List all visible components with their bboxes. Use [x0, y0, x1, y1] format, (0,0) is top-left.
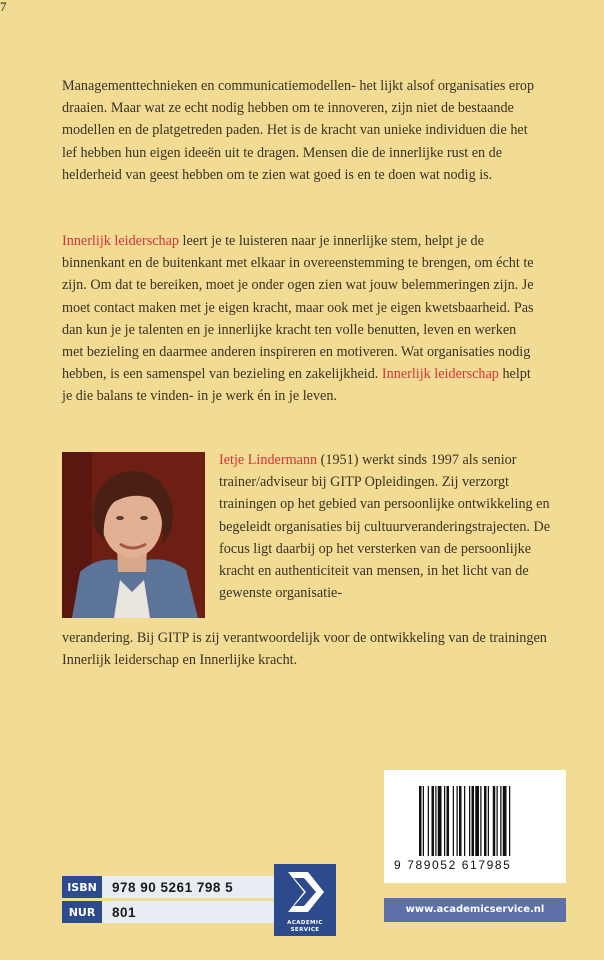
- barcode-bar: [469, 786, 470, 856]
- author-bio-text: [219, 449, 559, 604]
- isbn-value: 978 90 5261 798 5: [102, 876, 318, 898]
- publisher-logo: [274, 864, 336, 936]
- barcode-bar: [453, 786, 454, 856]
- intro-text: Managementtechnieken en communicatiemodellen- het lijkt alsof organisaties erop draaien. Maar wat ze echt nodig hebben om te innoveren, zijn niet de bestaande modellen en de platgetreden paden. Het is de kracht van unieke individuen die het lef hebben hun eigen ideeën uit te dragen. Mensen die de innerlijke rust en de helderheid van geest hebben om te zien wat goed is en te doen wat nodig is.: [62, 78, 535, 183]
- barcode-bar: [503, 786, 507, 856]
- corner-mark: 7: [0, 0, 7, 14]
- description-end: helpt je die balans te vinden- in je werk én in je leven.: [62, 366, 531, 405]
- intro-paragraph: [62, 75, 536, 186]
- barcode-bar: [500, 786, 501, 856]
- barcode-bar: [493, 786, 496, 856]
- barcode-bar: [435, 786, 436, 856]
- author-bio-continued-text: verandering. Bij GITP is zij verantwoordelijk voor de ontwikkeling van de trainingen Innerlijk leiderschap en Innerlijke kracht.: [62, 630, 547, 669]
- barcode-bar: [497, 786, 498, 856]
- barcode-bar: [484, 786, 487, 856]
- barcode-bar: [475, 786, 479, 856]
- description-body: leert je te luisteren naar je innerlijke stem, helpt je de binnenkant en de buitenkant met elkaar in overeenstemming te brengen, om écht te zijn. Om dat te bereiken, moet je onder ogen zien wat jouw belemmeringen zijn. Je moet contact maken met je eigen kracht, maar ook met je eigen kwetsbaarheid. Pas dan kun je je talenten en je innerlijke kracht ten volle benutten, leven en werken met bezieling en daarmee anderen inspireren en motiveren. Wat organisaties nodig hebben, is een samenspel van bezieling en zakelijkheid.: [62, 233, 534, 383]
- barcode-bar: [432, 786, 435, 856]
- description-text: [62, 230, 536, 408]
- barcode-bar: [464, 786, 465, 856]
- barcode-bar: [444, 786, 445, 856]
- barcode-bar: [423, 786, 424, 856]
- author-name: Ietje Lindermann: [219, 452, 318, 468]
- barcode-bar: [419, 786, 422, 856]
- barcode-bar: [488, 786, 489, 856]
- barcode-bar: [459, 786, 462, 856]
- author-bio-continued: [62, 627, 562, 671]
- isbn-label: ISBN: [62, 876, 102, 898]
- barcode-bar: [438, 786, 442, 856]
- barcode-bar: [472, 786, 475, 856]
- publisher-url: www.academicservice.nl: [384, 898, 566, 922]
- nur-value: 801: [102, 901, 318, 923]
- barcode-bar: [447, 786, 450, 856]
- title-highlight: Innerlijk leiderschap: [62, 233, 179, 249]
- barcode-bars: [419, 786, 531, 856]
- author-bio: [219, 449, 559, 604]
- description-paragraph: [62, 230, 536, 408]
- logo-text-academic: ACADEMIC: [287, 920, 323, 926]
- barcode: [384, 770, 566, 883]
- logo-text-service: SERVICE: [290, 927, 320, 933]
- arrow-logo-icon: [274, 864, 336, 920]
- barcode-bar: [457, 786, 458, 856]
- barcode-bar: [480, 786, 481, 856]
- barcode-digits: 9 789052 617985: [394, 858, 512, 872]
- title-highlight-2: Innerlijk leiderschap: [381, 366, 499, 383]
- author-bio-body: (1951) werkt sinds 1997 als senior trainer/adviseur bij GITP Opleidingen. Zij verzorgt trainingen op het gebied van persoonlijke ontwikkeling en begeleidt organisaties bij cultuurveranderingstrajecten. De focus ligt daarbij op het versterken van de persoonlijke kracht en authenticiteit van mensen, in het licht van de gewenste organisatie-: [219, 452, 551, 602]
- author-photo: [62, 452, 205, 618]
- barcode-bar: [509, 786, 510, 856]
- nur-label: NUR: [62, 901, 102, 923]
- barcode-bar: [428, 786, 429, 856]
